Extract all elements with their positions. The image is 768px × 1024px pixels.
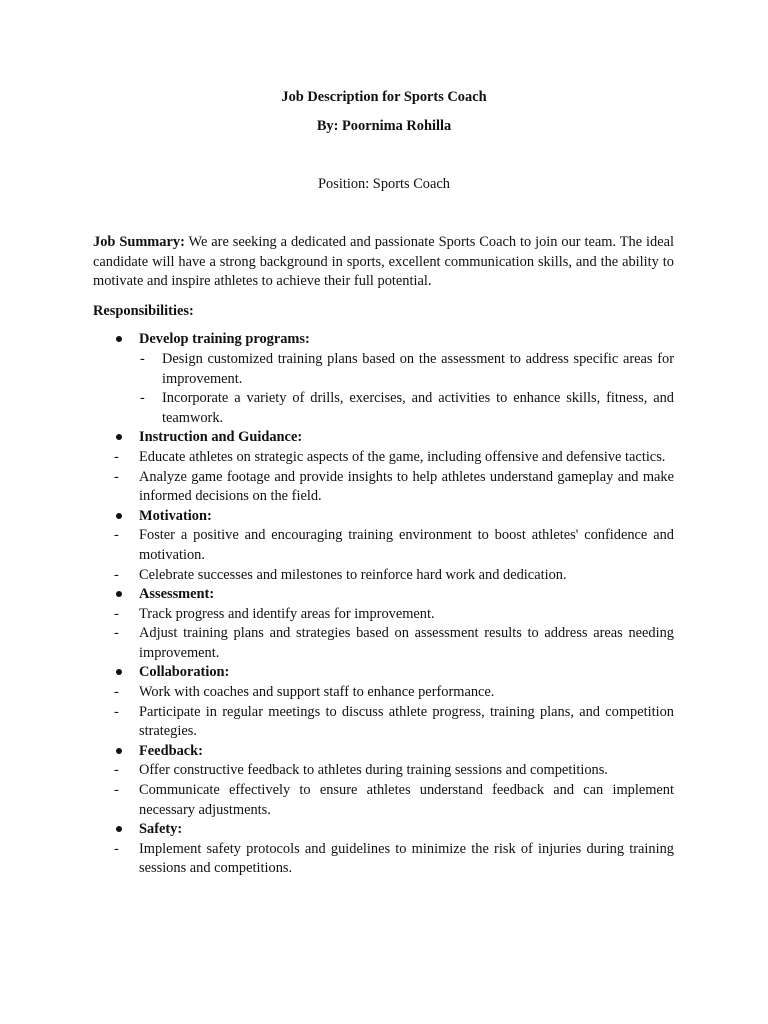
- list-item-text: Track progress and identify areas for improvement.: [139, 605, 435, 622]
- dash-marker: -: [114, 468, 119, 485]
- dash-marker: -: [114, 703, 119, 720]
- section-heading-text: Assessment:: [139, 586, 215, 603]
- responsibilities-list: [93, 330, 674, 879]
- dash-marker: -: [140, 350, 145, 367]
- responsibilities-heading: Responsibilities:: [93, 302, 194, 319]
- list-item: [93, 781, 674, 820]
- dash-marker: -: [114, 448, 119, 465]
- list-item: [93, 761, 674, 781]
- section-heading-text: Safety:: [139, 821, 183, 838]
- list-item: [93, 468, 674, 507]
- list-item-text: Design customized training plans based on the assessment to address specific areas for improvement.: [162, 350, 674, 387]
- section-heading: [93, 663, 674, 683]
- section-heading: [93, 585, 674, 605]
- dash-marker: -: [114, 840, 119, 857]
- list-item-text: Work with coaches and support staff to enhance performance.: [139, 684, 495, 701]
- position-line: Position: Sports Coach: [318, 176, 450, 192]
- list-item-text: Educate athletes on strategic aspects of the game, including offensive and defensive tactics.: [139, 448, 666, 465]
- job-summary: [93, 233, 674, 292]
- section-heading: [93, 428, 674, 448]
- list-item: [93, 526, 674, 565]
- list-item-text: Communicate effectively to ensure athletes understand feedback and can implement necessary adjustments.: [139, 782, 674, 818]
- dash-marker: -: [114, 684, 119, 701]
- bullet-icon: [116, 591, 122, 597]
- dash-marker: -: [114, 566, 119, 583]
- section-heading: [93, 507, 674, 527]
- dash-marker: -: [114, 527, 119, 544]
- bullet-icon: [116, 669, 122, 675]
- bullet-icon: [116, 434, 122, 440]
- list-item: [93, 683, 674, 703]
- dash-marker: -: [114, 782, 119, 799]
- bullet-icon: [116, 336, 122, 342]
- bullet-icon: [116, 513, 122, 519]
- list-item: [93, 350, 674, 389]
- list-item-text: Offer constructive feedback to athletes during training sessions and competitions.: [139, 762, 608, 779]
- list-item-text: Celebrate successes and milestones to reinforce hard work and dedication.: [139, 566, 567, 583]
- dash-marker: -: [114, 605, 119, 622]
- section-heading-text: Collaboration:: [139, 664, 230, 681]
- document-author: By: Poornima Rohilla: [316, 118, 452, 134]
- job-summary-text: We are seeking a dedicated and passionate Sports Coach to join our team. The ideal candidate will have a strong background in sports, excellent communication skills, and the ability to motivate and inspire athletes to achieve their full potential.: [93, 234, 674, 290]
- list-item-text: Analyze game footage and provide insights to help athletes understand gameplay and make informed decisions on the field.: [139, 468, 674, 505]
- document-body: [93, 233, 674, 879]
- list-item: [93, 566, 674, 586]
- section-heading: [93, 820, 674, 840]
- list-item: [93, 448, 674, 468]
- list-item: [93, 840, 674, 879]
- list-item: [93, 605, 674, 625]
- dash-marker: -: [114, 625, 119, 642]
- section-heading-text: Develop training programs:: [139, 331, 310, 348]
- list-item-text: Incorporate a variety of drills, exercises, and activities to enhance skills, fitness, and teamwork.: [162, 390, 674, 426]
- dash-marker: -: [140, 390, 145, 407]
- list-item-text: Adjust training plans and strategies based on assessment results to address areas needing improvement.: [139, 625, 674, 661]
- bullet-icon: [116, 826, 122, 832]
- section-heading-text: Instruction and Guidance:: [139, 429, 303, 446]
- section-heading: [93, 330, 674, 350]
- section-heading-text: Motivation:: [139, 507, 212, 524]
- list-item: [93, 624, 674, 663]
- section-heading-text: Feedback:: [139, 742, 203, 759]
- dash-marker: -: [114, 762, 119, 779]
- list-item-text: Foster a positive and encouraging training environment to boost athletes' confidence and motivation.: [139, 527, 674, 563]
- list-item: [93, 389, 674, 428]
- bullet-icon: [116, 748, 122, 754]
- list-item: [93, 703, 674, 742]
- list-item-text: Implement safety protocols and guidelines to minimize the risk of injuries during training sessions and competitions.: [139, 840, 674, 877]
- list-item-text: Participate in regular meetings to discuss athlete progress, training plans, and competition strategies.: [139, 703, 674, 740]
- job-summary-label: Job Summary:: [93, 234, 185, 250]
- section-heading: [93, 742, 674, 762]
- document-title: Job Description for Sports Coach: [281, 89, 487, 105]
